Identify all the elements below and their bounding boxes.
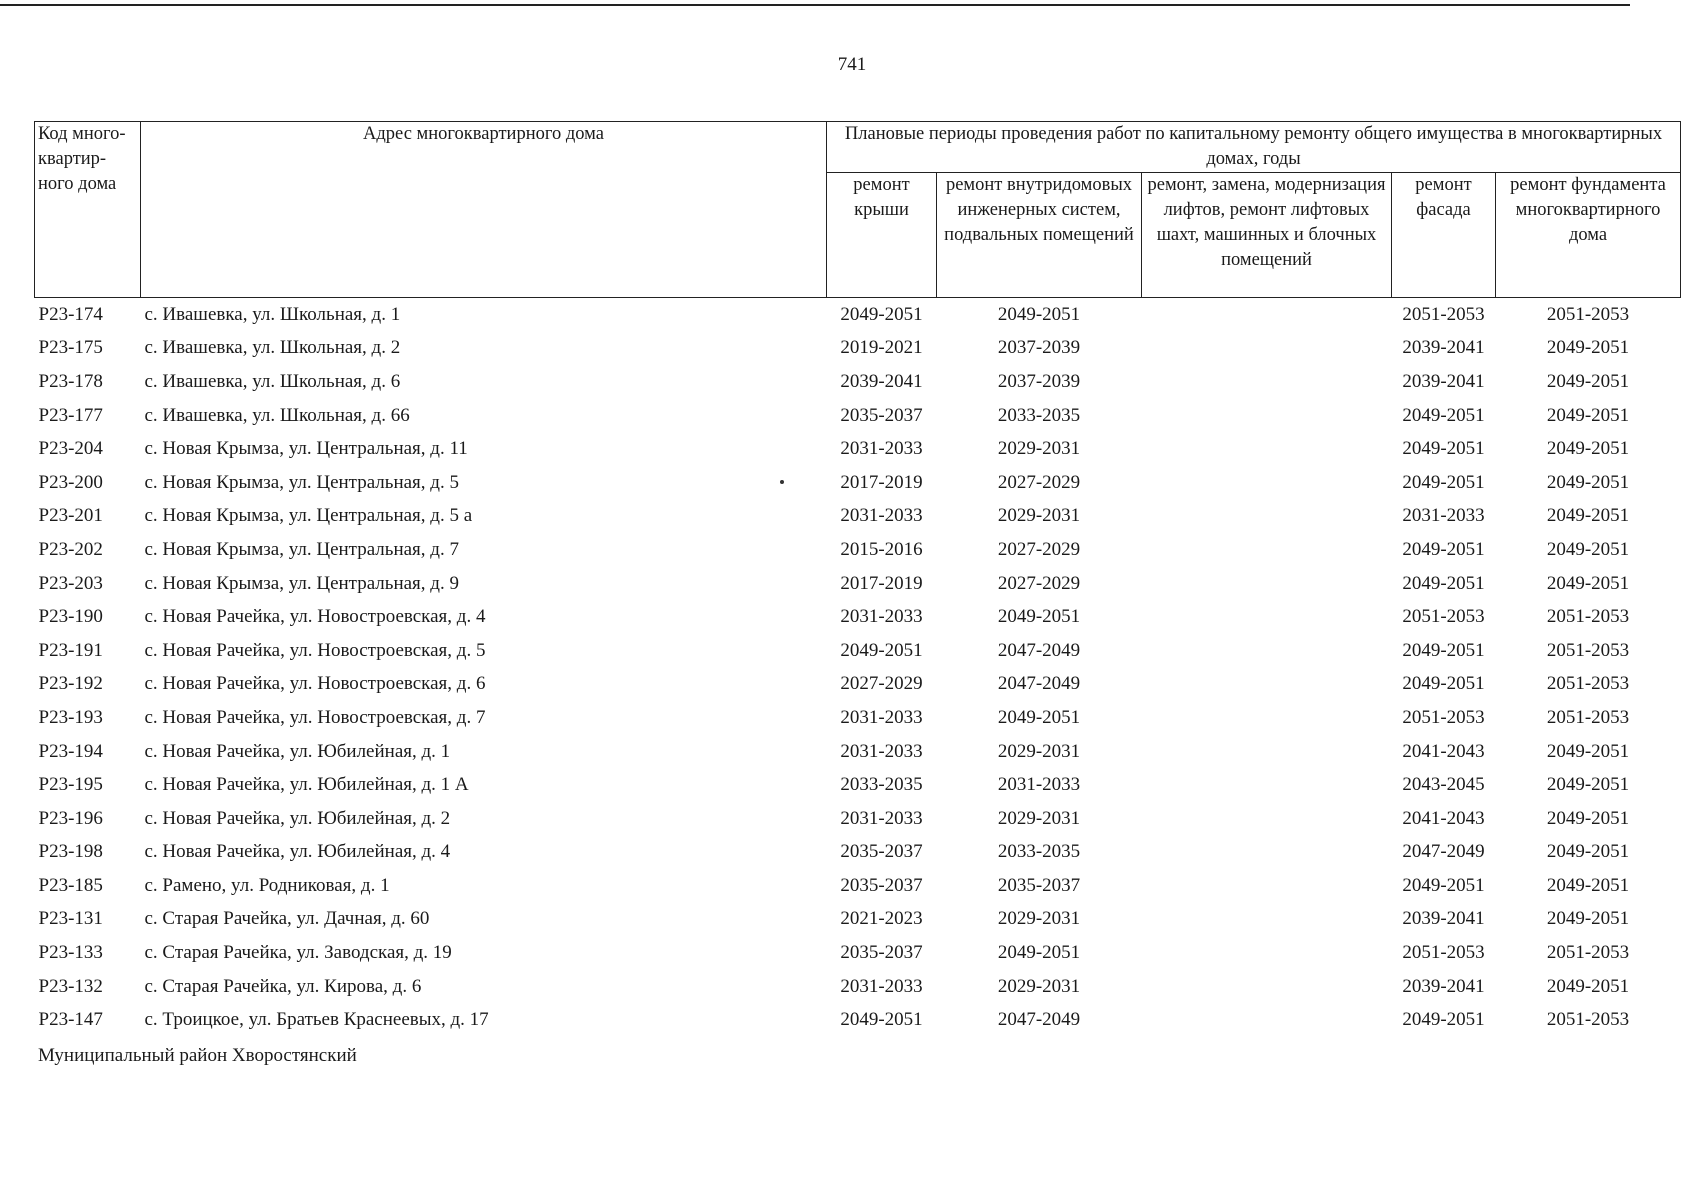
top-rule [0, 4, 1630, 6]
cell-lifts [1142, 466, 1392, 500]
cell-address: с. Рамено, ул. Родниковая, д. 1 [144, 874, 390, 896]
cell-foundation: 2049-2051 [1546, 908, 1630, 930]
cell-engineering: 2047-2049 [997, 1009, 1081, 1031]
cell-code: Р23-185 [38, 874, 103, 896]
table-row [35, 668, 1681, 702]
cell-facade: 2051-2053 [1402, 606, 1485, 628]
cell-lifts [1142, 701, 1392, 735]
cell-engineering: 2029-2031 [997, 908, 1081, 930]
cell-code: Р23-204 [38, 438, 103, 460]
cell-foundation: 2049-2051 [1546, 370, 1630, 392]
cell-lifts [1142, 500, 1392, 534]
cell-engineering: 2049-2051 [997, 706, 1081, 728]
cell-foundation: 2049-2051 [1546, 337, 1630, 359]
cell-lifts [1142, 533, 1392, 567]
cell-facade: 2049-2051 [1402, 538, 1485, 560]
cell-engineering: 2035-2037 [997, 874, 1081, 896]
cell-facade: 2049-2051 [1402, 572, 1485, 594]
cell-roof: 2031-2033 [840, 438, 923, 460]
cell-facade: 2031-2033 [1402, 505, 1485, 527]
cell-facade: 2047-2049 [1402, 841, 1485, 863]
header-engineering: ремонт внутридомовых инженерных систем, подвальных помещений [937, 173, 1142, 298]
cell-engineering: 2029-2031 [997, 975, 1081, 997]
cell-roof: 2049-2051 [840, 1009, 923, 1031]
cell-lifts [1142, 567, 1392, 601]
table-row [35, 1003, 1681, 1037]
cell-facade: 2051-2053 [1402, 303, 1485, 325]
cell-roof: 2035-2037 [840, 841, 923, 863]
cell-roof: 2035-2037 [840, 404, 923, 426]
table-row [35, 533, 1681, 567]
table-header [35, 122, 1681, 298]
cell-lifts [1142, 365, 1392, 399]
cell-engineering: 2049-2051 [997, 303, 1081, 325]
cell-foundation: 2049-2051 [1546, 438, 1630, 460]
cell-facade: 2049-2051 [1402, 404, 1485, 426]
cell-lifts [1142, 735, 1392, 769]
cell-roof: 2035-2037 [840, 942, 923, 964]
cell-roof: 2031-2033 [840, 606, 923, 628]
cell-address: с. Новая Рачейка, ул. Новостроевская, д. 7 [144, 706, 486, 728]
cell-code: Р23-196 [38, 807, 103, 829]
cell-code: Р23-174 [38, 303, 103, 325]
table-row [35, 768, 1681, 802]
cell-code: Р23-192 [38, 673, 103, 695]
table-row [35, 701, 1681, 735]
header-periods: Плановые периоды проведения работ по капитальному ремонту общего имущества в многоквартирных домах, годы [827, 122, 1681, 173]
cell-lifts [1142, 600, 1392, 634]
cell-roof: 2031-2033 [840, 505, 923, 527]
cell-facade: 2049-2051 [1402, 874, 1485, 896]
cell-code: Р23-132 [38, 975, 103, 997]
cell-code: Р23-194 [38, 740, 103, 762]
cell-facade: 2049-2051 [1402, 1009, 1485, 1031]
cell-lifts [1142, 802, 1392, 836]
cell-roof: 2021-2023 [840, 908, 923, 930]
table-row [35, 634, 1681, 668]
cell-lifts [1142, 936, 1392, 970]
table-row [35, 802, 1681, 836]
cell-foundation: 2051-2053 [1546, 673, 1630, 695]
cell-foundation: 2049-2051 [1546, 774, 1630, 796]
cell-code: Р23-198 [38, 841, 103, 863]
cell-address: с. Старая Рачейка, ул. Кирова, д. 6 [144, 975, 422, 997]
cell-roof: 2017-2019 [840, 471, 923, 493]
cell-facade: 2051-2053 [1402, 706, 1485, 728]
cell-code: Р23-190 [38, 606, 103, 628]
cell-lifts [1142, 869, 1392, 903]
cell-address: с. Новая Крымза, ул. Центральная, д. 5 а [144, 505, 473, 527]
cell-facade: 2041-2043 [1402, 740, 1485, 762]
cell-facade: 2039-2041 [1402, 370, 1485, 392]
cell-roof: 2031-2033 [840, 740, 923, 762]
table-row [35, 600, 1681, 634]
header-lifts: ремонт, замена, модернизация лифтов, ремонт лифтовых шахт, машинных и блочных помещений [1142, 173, 1392, 298]
cell-engineering: 2033-2035 [997, 404, 1081, 426]
table-row [35, 365, 1681, 399]
cell-address: с. Ивашевка, ул. Школьная, д. 66 [144, 404, 410, 426]
cell-code: Р23-177 [38, 404, 103, 426]
cell-code: Р23-175 [38, 337, 103, 359]
cell-engineering: 2031-2033 [997, 774, 1081, 796]
cell-engineering: 2049-2051 [997, 942, 1081, 964]
header-foundation: ремонт фундамента многоквартирного дома [1496, 173, 1681, 298]
cell-foundation: 2049-2051 [1546, 740, 1630, 762]
cell-lifts [1142, 836, 1392, 870]
cell-code: Р23-195 [38, 774, 103, 796]
cell-lifts [1142, 668, 1392, 702]
cell-lifts [1142, 970, 1392, 1004]
cell-code: Р23-191 [38, 639, 103, 661]
cell-foundation: 2049-2051 [1546, 538, 1630, 560]
cell-engineering: 2029-2031 [997, 438, 1081, 460]
cell-address: с. Новая Рачейка, ул. Новостроевская, д. 4 [144, 606, 486, 628]
cell-engineering: 2027-2029 [997, 572, 1081, 594]
cell-address: с. Новая Рачейка, ул. Юбилейная, д. 4 [144, 841, 451, 863]
cell-lifts [1142, 298, 1392, 332]
cell-roof: 2033-2035 [840, 774, 923, 796]
cell-roof: 2027-2029 [840, 673, 923, 695]
cell-roof: 2039-2041 [840, 370, 923, 392]
cell-engineering: 2027-2029 [997, 471, 1081, 493]
table-row [35, 432, 1681, 466]
cell-foundation: 2049-2051 [1546, 874, 1630, 896]
cell-address: с. Ивашевка, ул. Школьная, д. 6 [144, 370, 401, 392]
cell-lifts [1142, 768, 1392, 802]
cell-foundation: 2049-2051 [1546, 841, 1630, 863]
cell-facade: 2049-2051 [1402, 639, 1485, 661]
cell-foundation: 2051-2053 [1546, 303, 1630, 325]
cell-address: с. Новая Крымза, ул. Центральная, д. 7 [144, 538, 459, 560]
cell-foundation: 2049-2051 [1546, 471, 1630, 493]
header-facade: ремонт фасада [1392, 173, 1496, 298]
cell-engineering: 2049-2051 [997, 606, 1081, 628]
cell-lifts [1142, 1003, 1392, 1037]
cell-roof: 2017-2019 [840, 572, 923, 594]
cell-lifts [1142, 332, 1392, 366]
cell-code: Р23-131 [38, 908, 103, 930]
header-address: Адрес многоквартирного дома [141, 122, 827, 298]
table-row [35, 903, 1681, 937]
header-roof: ремонт крыши [827, 173, 937, 298]
cell-engineering: 2029-2031 [997, 807, 1081, 829]
cell-roof: 2049-2051 [840, 639, 923, 661]
table-row [35, 466, 1681, 500]
table-row [35, 298, 1681, 332]
cell-lifts [1142, 634, 1392, 668]
cell-roof: 2031-2033 [840, 706, 923, 728]
cell-roof: 2019-2021 [840, 337, 923, 359]
cell-foundation: 2051-2053 [1546, 606, 1630, 628]
cell-foundation: 2051-2053 [1546, 1009, 1630, 1031]
cell-address: с. Старая Рачейка, ул. Заводская, д. 19 [144, 942, 452, 964]
cell-facade: 2049-2051 [1402, 471, 1485, 493]
cell-facade: 2043-2045 [1402, 774, 1485, 796]
cell-engineering: 2029-2031 [997, 505, 1081, 527]
cell-address: с. Новая Рачейка, ул. Юбилейная, д. 2 [144, 807, 451, 829]
cell-code: Р23-202 [38, 538, 103, 560]
cell-roof: 2015-2016 [840, 538, 923, 560]
cell-code: Р23-203 [38, 572, 103, 594]
table-row [35, 836, 1681, 870]
cell-roof: 2035-2037 [840, 874, 923, 896]
cell-address: с. Новая Рачейка, ул. Новостроевская, д. 6 [144, 673, 486, 695]
table-row [35, 970, 1681, 1004]
cell-code: Р23-200 [38, 471, 103, 493]
table-body [35, 298, 1681, 1038]
cell-address: с. Ивашевка, ул. Школьная, д. 1 [144, 303, 401, 325]
cell-facade: 2039-2041 [1402, 975, 1485, 997]
header-code: Код много-квартир-ного дома [35, 122, 141, 298]
cell-foundation: 2049-2051 [1546, 404, 1630, 426]
cell-address: с. Старая Рачейка, ул. Дачная, д. 60 [144, 908, 430, 930]
cell-code: Р23-201 [38, 505, 103, 527]
cell-engineering: 2047-2049 [997, 673, 1081, 695]
cell-address: с. Троицкое, ул. Братьев Краснеевых, д. 17 [144, 1009, 489, 1031]
cell-foundation: 2051-2053 [1546, 706, 1630, 728]
table-row [35, 332, 1681, 366]
table-row [35, 567, 1681, 601]
cell-roof: 2031-2033 [840, 975, 923, 997]
cell-code: Р23-147 [38, 1009, 103, 1031]
table-row [35, 735, 1681, 769]
cell-facade: 2039-2041 [1402, 337, 1485, 359]
cell-lifts [1142, 432, 1392, 466]
cell-address: с. Новая Крымза, ул. Центральная, д. 5 [144, 471, 459, 493]
cell-engineering: 2037-2039 [997, 337, 1081, 359]
cell-foundation: 2051-2053 [1546, 639, 1630, 661]
cell-foundation: 2049-2051 [1546, 975, 1630, 997]
cell-code: Р23-193 [38, 706, 103, 728]
cell-foundation: 2049-2051 [1546, 572, 1630, 594]
cell-address: с. Новая Рачейка, ул. Юбилейная, д. 1 А [144, 774, 469, 796]
page-number: 741 [837, 54, 867, 75]
cell-engineering: 2027-2029 [997, 538, 1081, 560]
table-row [35, 399, 1681, 433]
cell-address: с. Новая Крымза, ул. Центральная, д. 9 [144, 572, 459, 594]
cell-engineering: 2047-2049 [997, 639, 1081, 661]
table-row [35, 500, 1681, 534]
cell-engineering: 2029-2031 [997, 740, 1081, 762]
cell-code: Р23-133 [38, 942, 103, 964]
cell-address: с. Ивашевка, ул. Школьная, д. 2 [144, 337, 401, 359]
cell-facade: 2041-2043 [1402, 807, 1485, 829]
cell-foundation: 2049-2051 [1546, 505, 1630, 527]
cell-lifts [1142, 903, 1392, 937]
scan-speck [780, 480, 784, 484]
cell-roof: 2049-2051 [840, 303, 923, 325]
cell-address: с. Новая Рачейка, ул. Новостроевская, д. 5 [144, 639, 486, 661]
table-row [35, 936, 1681, 970]
cell-engineering: 2033-2035 [997, 841, 1081, 863]
cell-lifts [1142, 399, 1392, 433]
cell-facade: 2049-2051 [1402, 673, 1485, 695]
cell-address: с. Новая Крымза, ул. Центральная, д. 11 [144, 438, 468, 460]
cell-engineering: 2037-2039 [997, 370, 1081, 392]
repair-schedule-table [34, 121, 1681, 1037]
table-row [35, 869, 1681, 903]
cell-roof: 2031-2033 [840, 807, 923, 829]
cell-address: с. Новая Рачейка, ул. Юбилейная, д. 1 [144, 740, 451, 762]
district-heading: Муниципальный район Хворостянский [38, 1045, 357, 1066]
cell-foundation: 2049-2051 [1546, 807, 1630, 829]
cell-facade: 2039-2041 [1402, 908, 1485, 930]
cell-foundation: 2051-2053 [1546, 942, 1630, 964]
cell-code: Р23-178 [38, 370, 103, 392]
cell-facade: 2049-2051 [1402, 438, 1485, 460]
cell-facade: 2051-2053 [1402, 942, 1485, 964]
